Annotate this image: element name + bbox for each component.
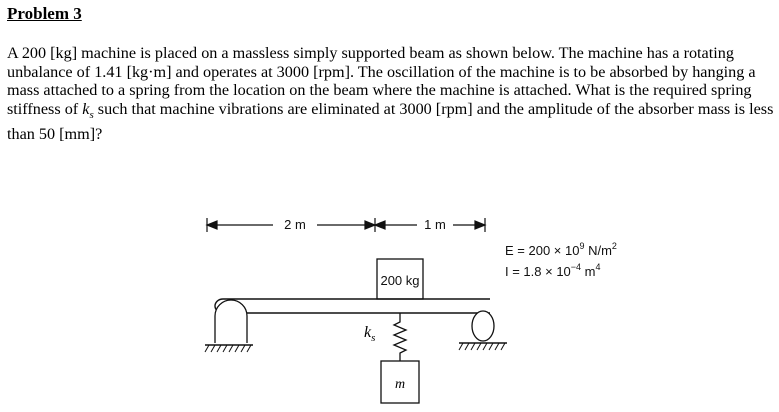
beam-figure (195, 185, 625, 407)
modulus-label: $E = 200 \times 10^9$ $N/m^2$ (505, 241, 617, 258)
absorber-mass-label: m (394, 377, 406, 392)
beam-diagram (195, 185, 625, 407)
spring-stiffness-label: $k_s$ (364, 324, 376, 344)
beam (215, 299, 490, 313)
dimension-2m-label: 2 m (284, 217, 306, 232)
inertia-label: $I = 1.8 \times 10^{-4}$ $m^4$ (505, 262, 601, 279)
spring (394, 313, 406, 361)
machine-mass-label: 200 kg (380, 273, 420, 288)
dimension-1m-label: 1 m (424, 217, 446, 232)
problem-text: A 200 [kg] machine is placed on a massless simply supported beam as shown below. The machine has a rotating unbalance of 1.41 [kg·m] and operates at 3000 [rpm]. The oscillation of the machine is to be absorbed by hanging a mass attached to a spring from the location on the beam where the machine is attached. What is the required spring stiffness of $k_s$ such that machine vibrations are eliminated at 3000 [rpm] and the amplitude of the absorber mass is less than 50 [mm]? (7, 44, 774, 143)
roller-support (459, 311, 507, 350)
problem-heading: Problem 3 (7, 4, 82, 23)
pin-support (205, 300, 253, 352)
